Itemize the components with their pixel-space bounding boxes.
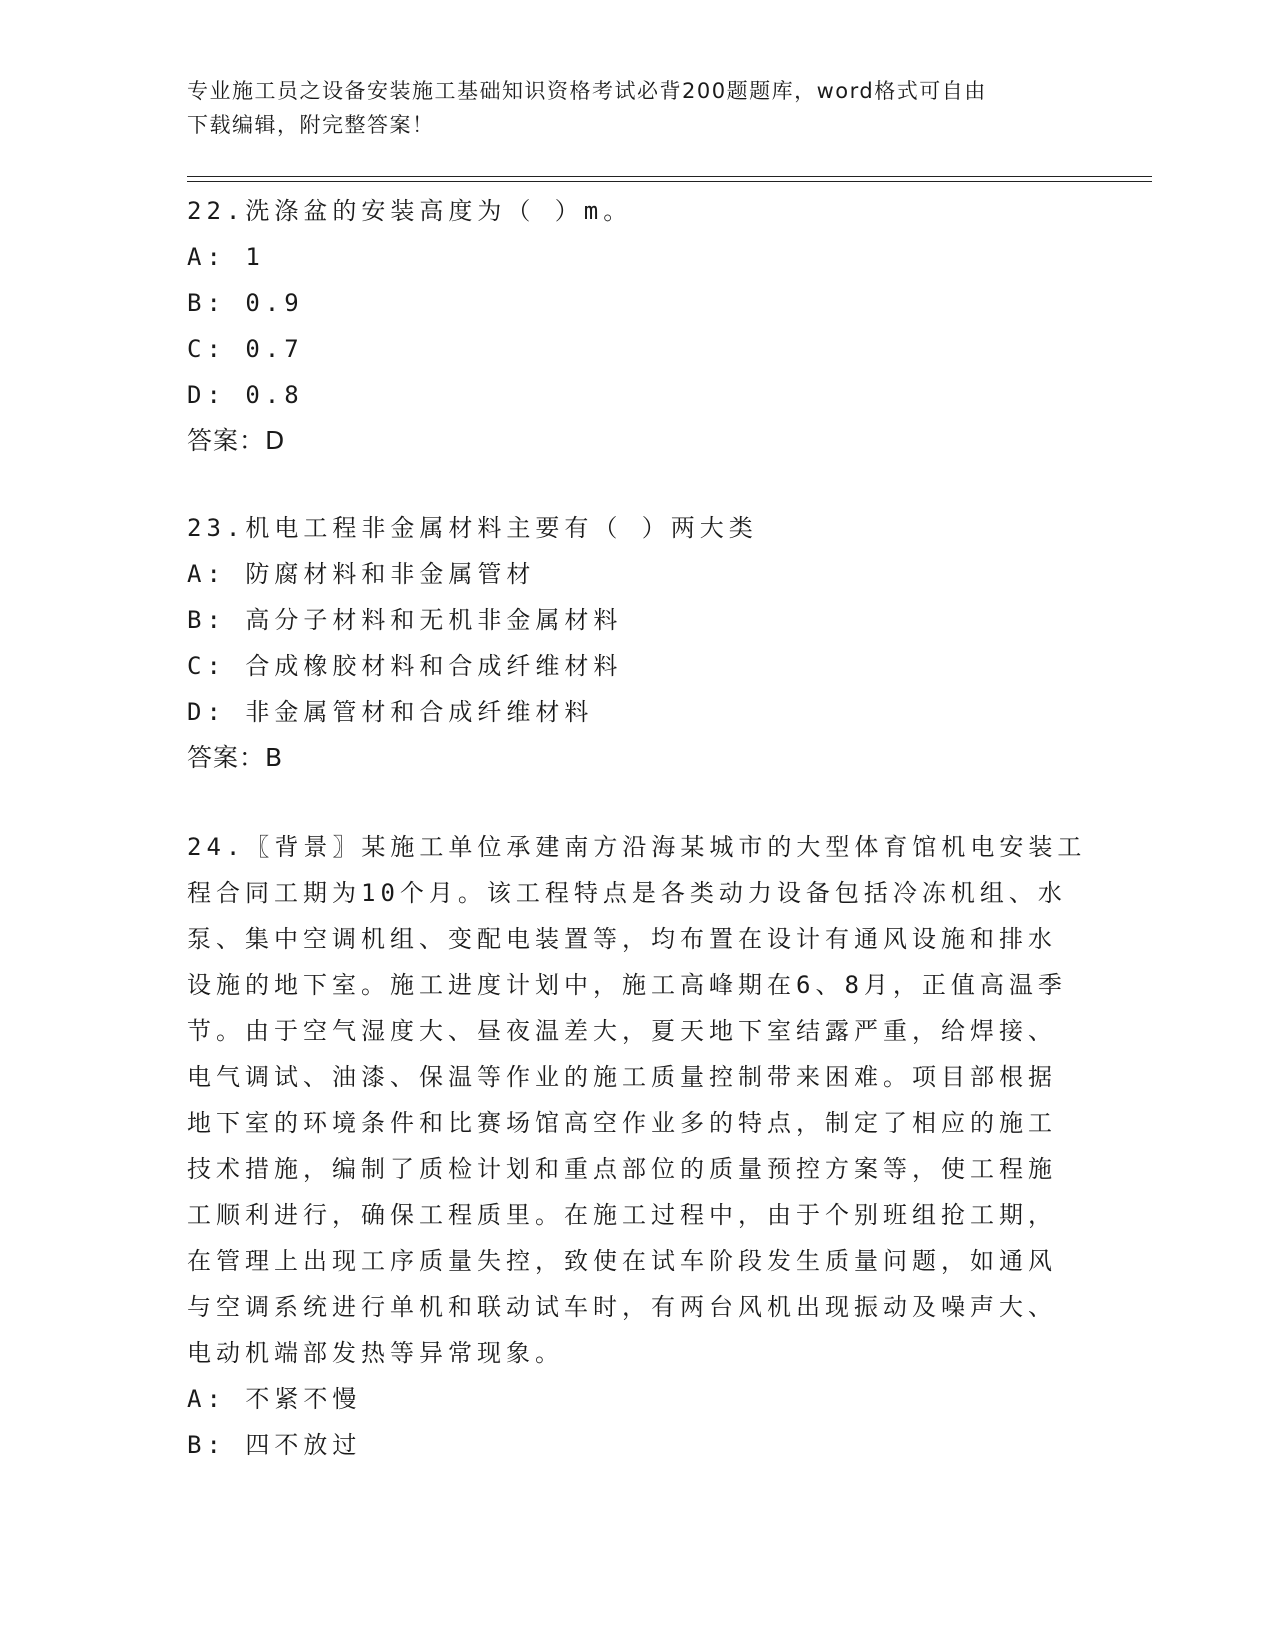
- question-22: [187, 188, 1087, 464]
- header-divider-top: [187, 176, 1152, 177]
- question-stem-line: 地下室的环境条件和比赛场馆高空作业多的特点，制定了相应的施工: [187, 1109, 1057, 1137]
- document-header: [187, 74, 1067, 142]
- question-stem-line: 程合同工期为10个月。该工程特点是各类动力设备包括冷冻机组、水: [187, 879, 1067, 907]
- question-stem-line: 设施的地下室。施工进度计划中，施工高峰期在6、8月，正值高温季: [187, 971, 1067, 999]
- option-a: A: 不紧不慢: [187, 1385, 362, 1413]
- option-b: B: 0.9: [187, 289, 304, 317]
- question-stem-line: 电气调试、油漆、保温等作业的施工质量控制带来困难。项目部根据: [187, 1063, 1057, 1091]
- answer-label: 答案：D: [187, 426, 286, 455]
- question-stem: 22.洗涤盆的安装高度为（ ）m。: [187, 197, 633, 225]
- question-stem-line: 与空调系统进行单机和联动试车时，有两台风机出现振动及噪声大、: [187, 1293, 1057, 1321]
- question-stem-line: 在管理上出现工序质量失控，致使在试车阶段发生质量问题，如通风: [187, 1247, 1057, 1275]
- option-d: D: 0.8: [187, 381, 304, 409]
- option-d: D: 非金属管材和合成纤维材料: [187, 698, 594, 726]
- question-stem-line: 电动机端部发热等异常现象。: [187, 1339, 564, 1367]
- option-c: C: 合成橡胶材料和合成纤维材料: [187, 652, 623, 680]
- option-a: A: 防腐材料和非金属管材: [187, 560, 536, 588]
- question-stem-line: 泵、集中空调机组、变配电装置等，均布置在设计有通风设施和排水: [187, 925, 1057, 953]
- question-stem-line: 工顺利进行，确保工程质里。在施工过程中，由于个别班组抢工期，: [187, 1201, 1057, 1229]
- option-b: B: 四不放过: [187, 1431, 362, 1459]
- answer-label: 答案：B: [187, 743, 284, 772]
- header-line-2: 下载编辑，附完整答案！: [187, 113, 435, 137]
- question-24: [187, 824, 1087, 1468]
- question-stem: 23.机电工程非金属材料主要有（ ）两大类: [187, 514, 758, 542]
- header-line-1: 专业施工员之设备安装施工基础知识资格考试必背200题题库，word格式可自由: [187, 79, 987, 103]
- question-stem-line: 节。由于空气湿度大、昼夜温差大，夏天地下室结露严重，给焊接、: [187, 1017, 1057, 1045]
- option-a: A: 1: [187, 243, 265, 271]
- question-stem-line: 24.〖背景〗某施工单位承建南方沿海某城市的大型体育馆机电安装工: [187, 833, 1087, 861]
- header-divider-bottom: [187, 181, 1152, 182]
- option-c: C: 0.7: [187, 335, 304, 363]
- question-stem-line: 技术措施，编制了质检计划和重点部位的质量预控方案等，使工程施: [187, 1155, 1057, 1183]
- question-23: [187, 505, 1087, 781]
- option-b: B: 高分子材料和无机非金属材料: [187, 606, 623, 634]
